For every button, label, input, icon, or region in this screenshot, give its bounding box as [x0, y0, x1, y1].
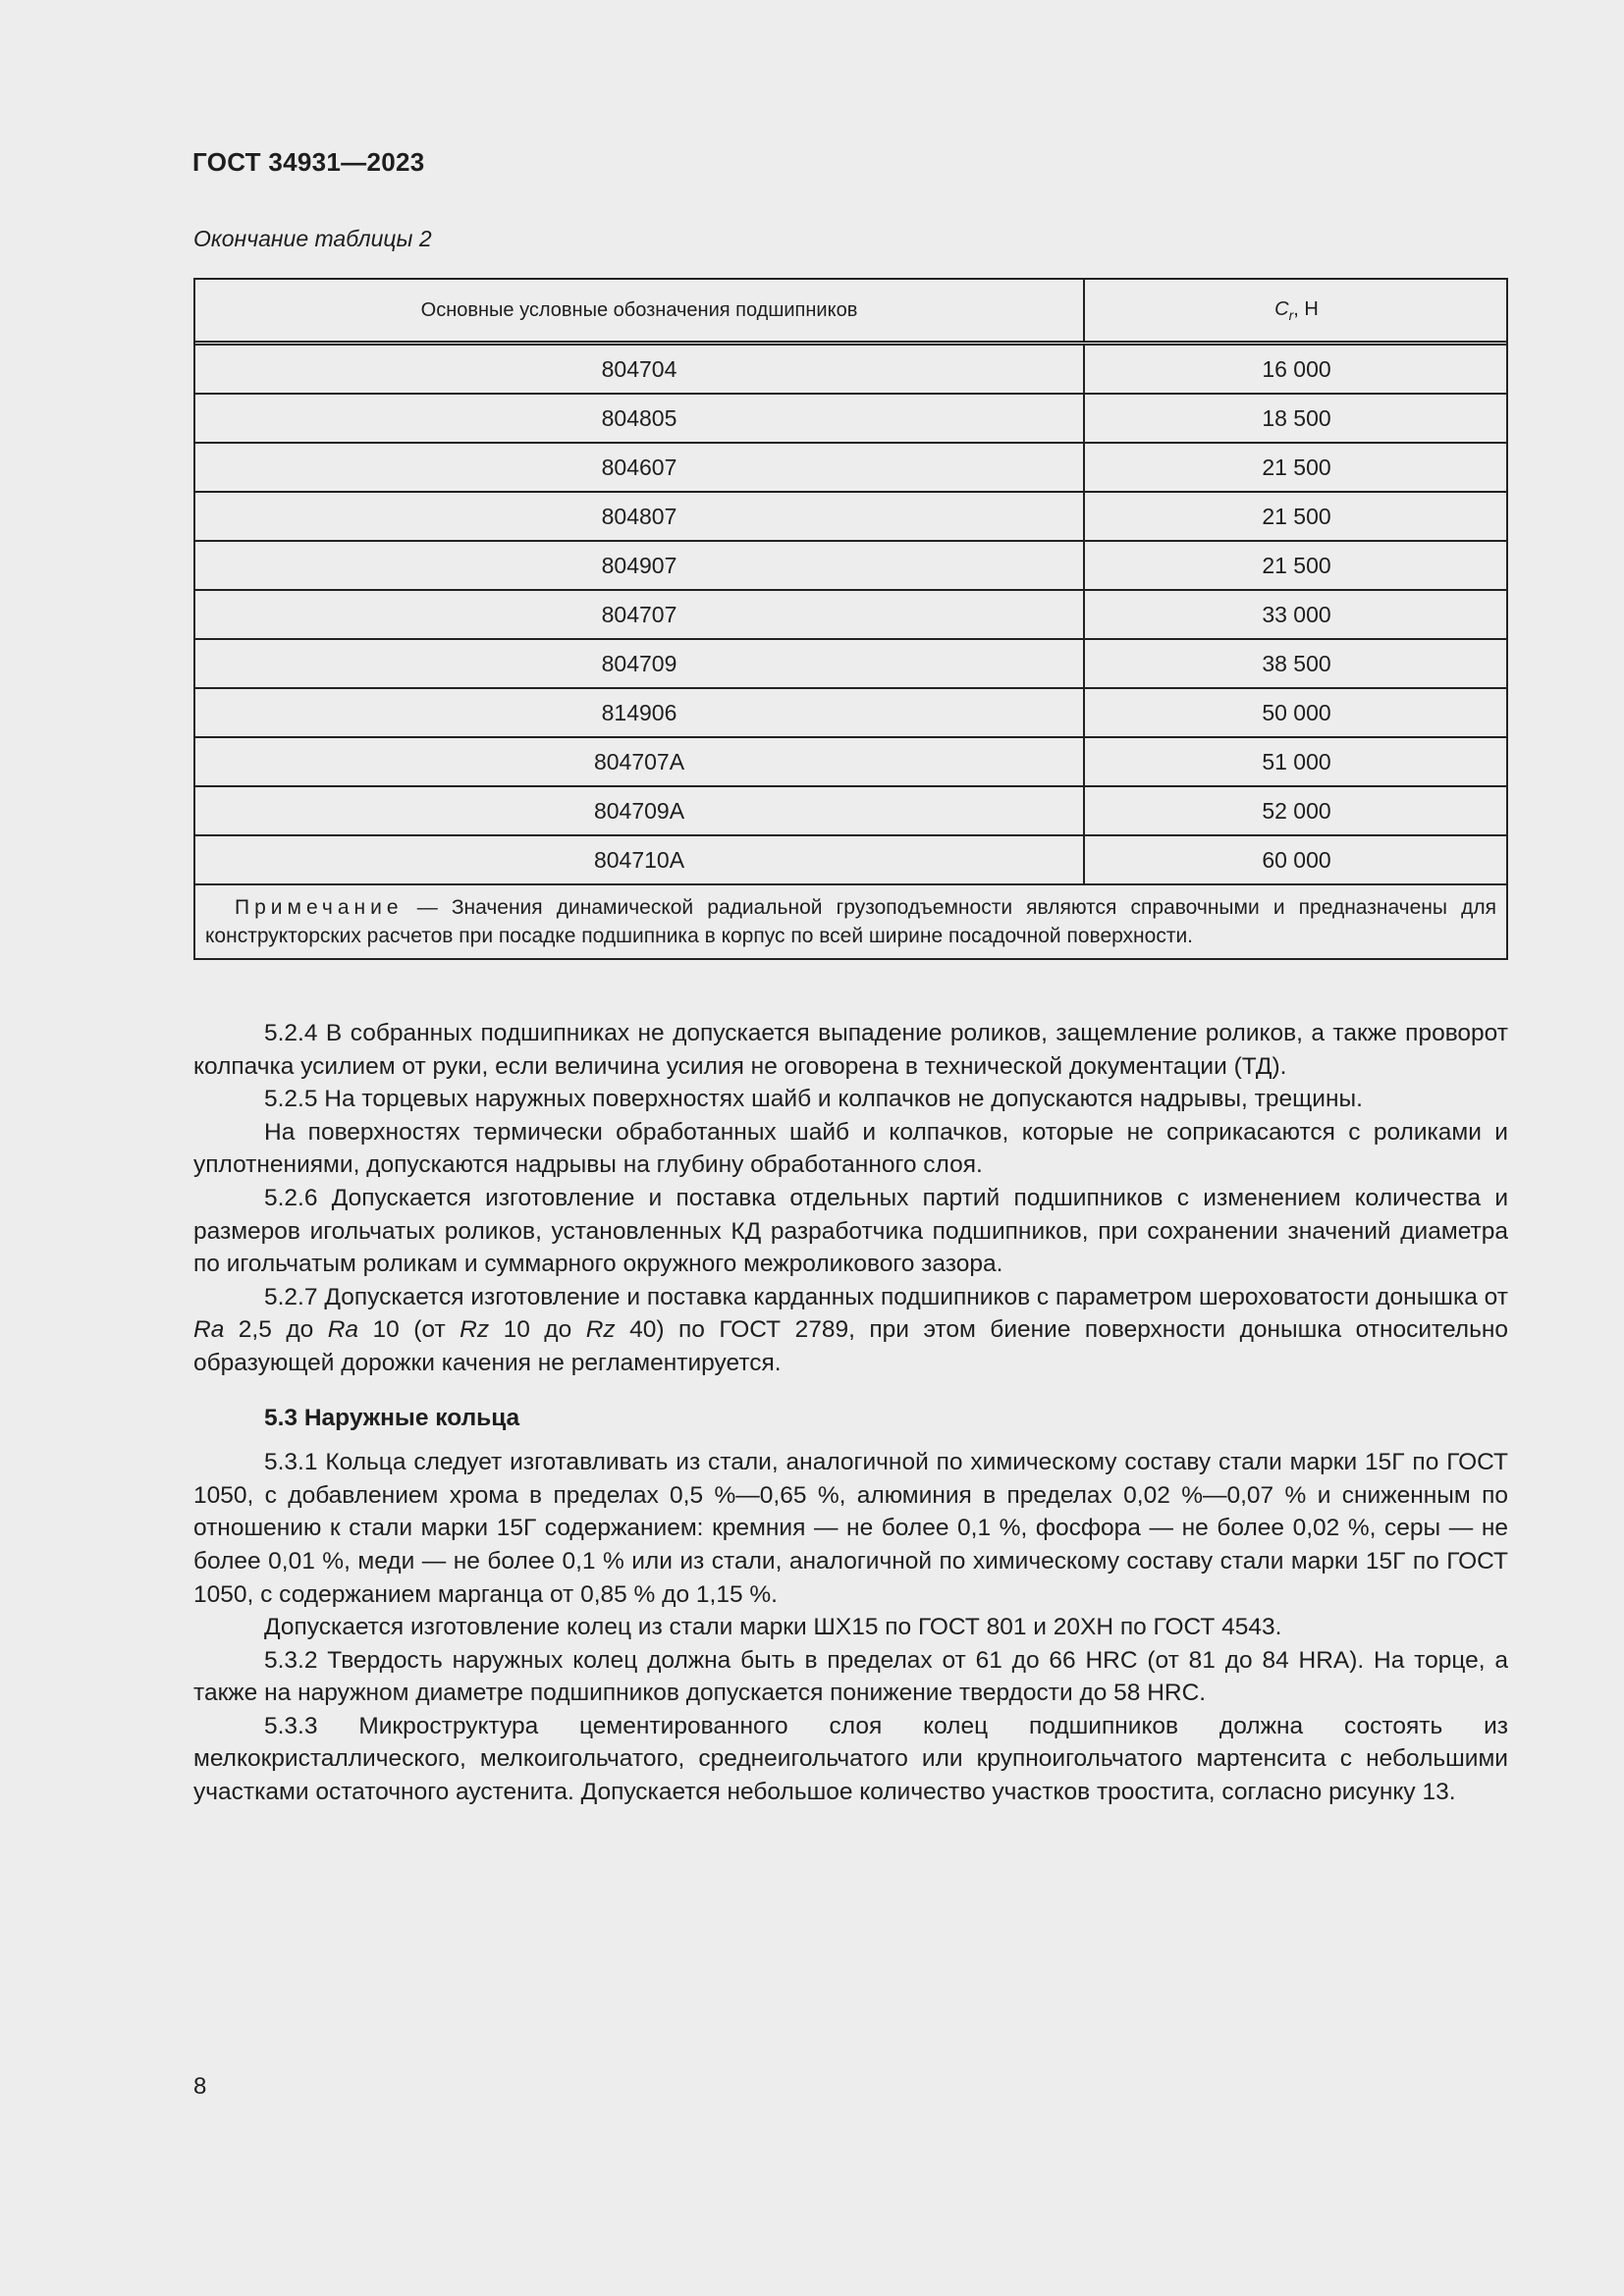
cell-load-rating: 21 500: [1262, 503, 1331, 529]
table-row: [195, 394, 1508, 443]
table-row: [195, 737, 1508, 786]
note-text: — Значения динамической радиальной грузоподъемности являются справочными и предназначены для конструкторских расчетов при посадке подшипника в корпус по всей ширине посадочной поверхности.: [205, 896, 1496, 947]
cell-designation: 804707: [195, 590, 1084, 639]
table-row: [195, 541, 1508, 590]
table-row: [195, 639, 1508, 688]
cell-load-rating: 16 000: [1262, 355, 1331, 382]
cell-load-rating: 50 000: [1262, 699, 1331, 725]
table-header-row: [195, 280, 1508, 344]
cell-load-rating: 60 000: [1262, 846, 1331, 873]
cell-load-rating: 21 500: [1262, 552, 1331, 578]
table-row: [195, 688, 1508, 737]
data-table: [195, 280, 1508, 885]
cell-designation: 804707А: [195, 737, 1084, 786]
section-heading-5-3: 5.3 Наружные кольца: [264, 1404, 520, 1431]
cell-load-rating: 18 500: [1262, 404, 1331, 431]
cell-designation: 804907: [195, 541, 1084, 590]
p527-ra-1: Ra: [193, 1316, 225, 1344]
paragraph-5-2-6: 5.2.6 Допускается изготовление и поставка отдельных партий подшипников с изменением количества и размеров игольчатых роликов, установленных КД разработчика подшипников, при сохранении значений диаметра по игольчатым роликам и суммарного окружного межроликового зазора.: [193, 1184, 1508, 1278]
col-header-designation: Основные условные обозначения подшипников: [195, 280, 1084, 344]
p527-ra-2: Ra: [327, 1316, 359, 1344]
paragraph-5-3-3: 5.3.3 Микроструктура цементированного слоя колец подшипников должна состоять из мелкокристаллического, мелкоигольчатого, среднеигольчатого или крупноигольчатого мартенсита с небольшими участками остаточного аустенита. Допускается небольшое количество участков троостита, согласно рисунку 13.: [193, 1712, 1508, 1806]
paragraph-5-2-5-continued: На поверхностях термически обработанных шайб и колпачков, которые не соприкасаются с роликами и уплотнениями, допускаются надрывы на глубину обработанного слоя.: [193, 1118, 1508, 1179]
p527-part-c: 10 (от: [358, 1316, 460, 1344]
table-body: [195, 344, 1508, 885]
paragraph-5-2-4: 5.2.4 В собранных подшипниках не допускается выпадение роликов, защемление роликов, а также проворот колпачка усилием от руки, если величина усилия не оговорена в технической документации (ТД).: [193, 1020, 1508, 1080]
p527-part-b: 2,5 до: [224, 1316, 328, 1344]
cell-designation: 804704: [195, 344, 1084, 395]
document-title: ГОСТ 34931—2023: [192, 147, 425, 177]
cell-load-rating: 21 500: [1262, 454, 1331, 480]
page-number: 8: [193, 2073, 207, 2100]
cell-designation: 814906: [195, 688, 1084, 737]
p527-rz-1: Rz: [460, 1316, 490, 1344]
table-row: [195, 786, 1508, 835]
table-caption: Окончание таблицы 2: [193, 226, 432, 251]
cell-load-rating: 33 000: [1262, 601, 1331, 627]
paragraph-5-3-1: 5.3.1 Кольца следует изготавливать из стали, аналогичной по химическому составу стали марки 15Г по ГОСТ 1050, с добавлением хрома в пределах 0,5 %—0,65 %, алюминия в пределах 0,02 %—0,07 % и сниженным по отношению к стали марки 15Г содержанием: кремния — не более 0,1 %, фосфора — не более 0,02 %, серы — не более 0,01 %, меди — не более 0,1 % или из стали, аналогичной по химическому составу стали марки 15Г по ГОСТ 1050, с содержанием марганца от 0,85 % до 1,15 %.: [193, 1449, 1508, 1608]
p527-part-d: 10 до: [489, 1316, 586, 1344]
cell-designation: 804805: [195, 394, 1084, 443]
cell-designation: 804709: [195, 639, 1084, 688]
paragraph-5-2-7: [193, 1281, 1508, 1380]
cell-load-rating: 51 000: [1262, 748, 1331, 774]
cell-designation: 804807: [195, 492, 1084, 541]
load-unit: , Н: [1293, 297, 1319, 320]
body-text: [193, 1017, 1508, 1809]
cell-designation: 804710А: [195, 835, 1084, 884]
p527-part-e: 40) по ГОСТ 2789, при этом биение поверхности донышка относительно образующей дорожки качения не регламентируется.: [193, 1316, 1509, 1376]
paragraph-5-3-1-continued: Допускается изготовление колец из стали марки ШХ15 по ГОСТ 801 и 20ХН по ГОСТ 4543.: [264, 1614, 1282, 1641]
load-symbol: C: [1274, 297, 1289, 320]
cell-designation: 804607: [195, 443, 1084, 492]
load-subscript: r: [1288, 306, 1294, 323]
p527-rz-2: Rz: [585, 1316, 616, 1344]
table-row: [195, 443, 1508, 492]
table-row: [195, 590, 1508, 639]
bearing-load-table: [193, 278, 1508, 960]
cell-designation: 804709А: [195, 786, 1084, 835]
table-row: [195, 344, 1508, 395]
p527-part-a: 5.2.7 Допускается изготовление и поставка карданных подшипников с параметром шероховатости донышка от: [264, 1283, 1508, 1310]
paragraph-5-2-5: 5.2.5 На торцевых наружных поверхностях шайб и колпачков не допускаются надрывы, трещины.: [264, 1086, 1363, 1113]
table-row: [195, 835, 1508, 884]
cell-load-rating: 52 000: [1262, 797, 1331, 824]
note-label: Примечание: [235, 896, 404, 919]
paragraph-5-3-2: 5.3.2 Твердость наружных колец должна быть в пределах от 61 до 66 HRC (от 81 до 84 HRA). На торце, а также на наружном диаметре подшипников допускается понижение твердости до 58 HRC.: [193, 1646, 1508, 1707]
table-note: [195, 885, 1506, 958]
col-header-load-rating: [1084, 280, 1508, 344]
table-row: [195, 492, 1508, 541]
cell-load-rating: 38 500: [1262, 650, 1331, 676]
